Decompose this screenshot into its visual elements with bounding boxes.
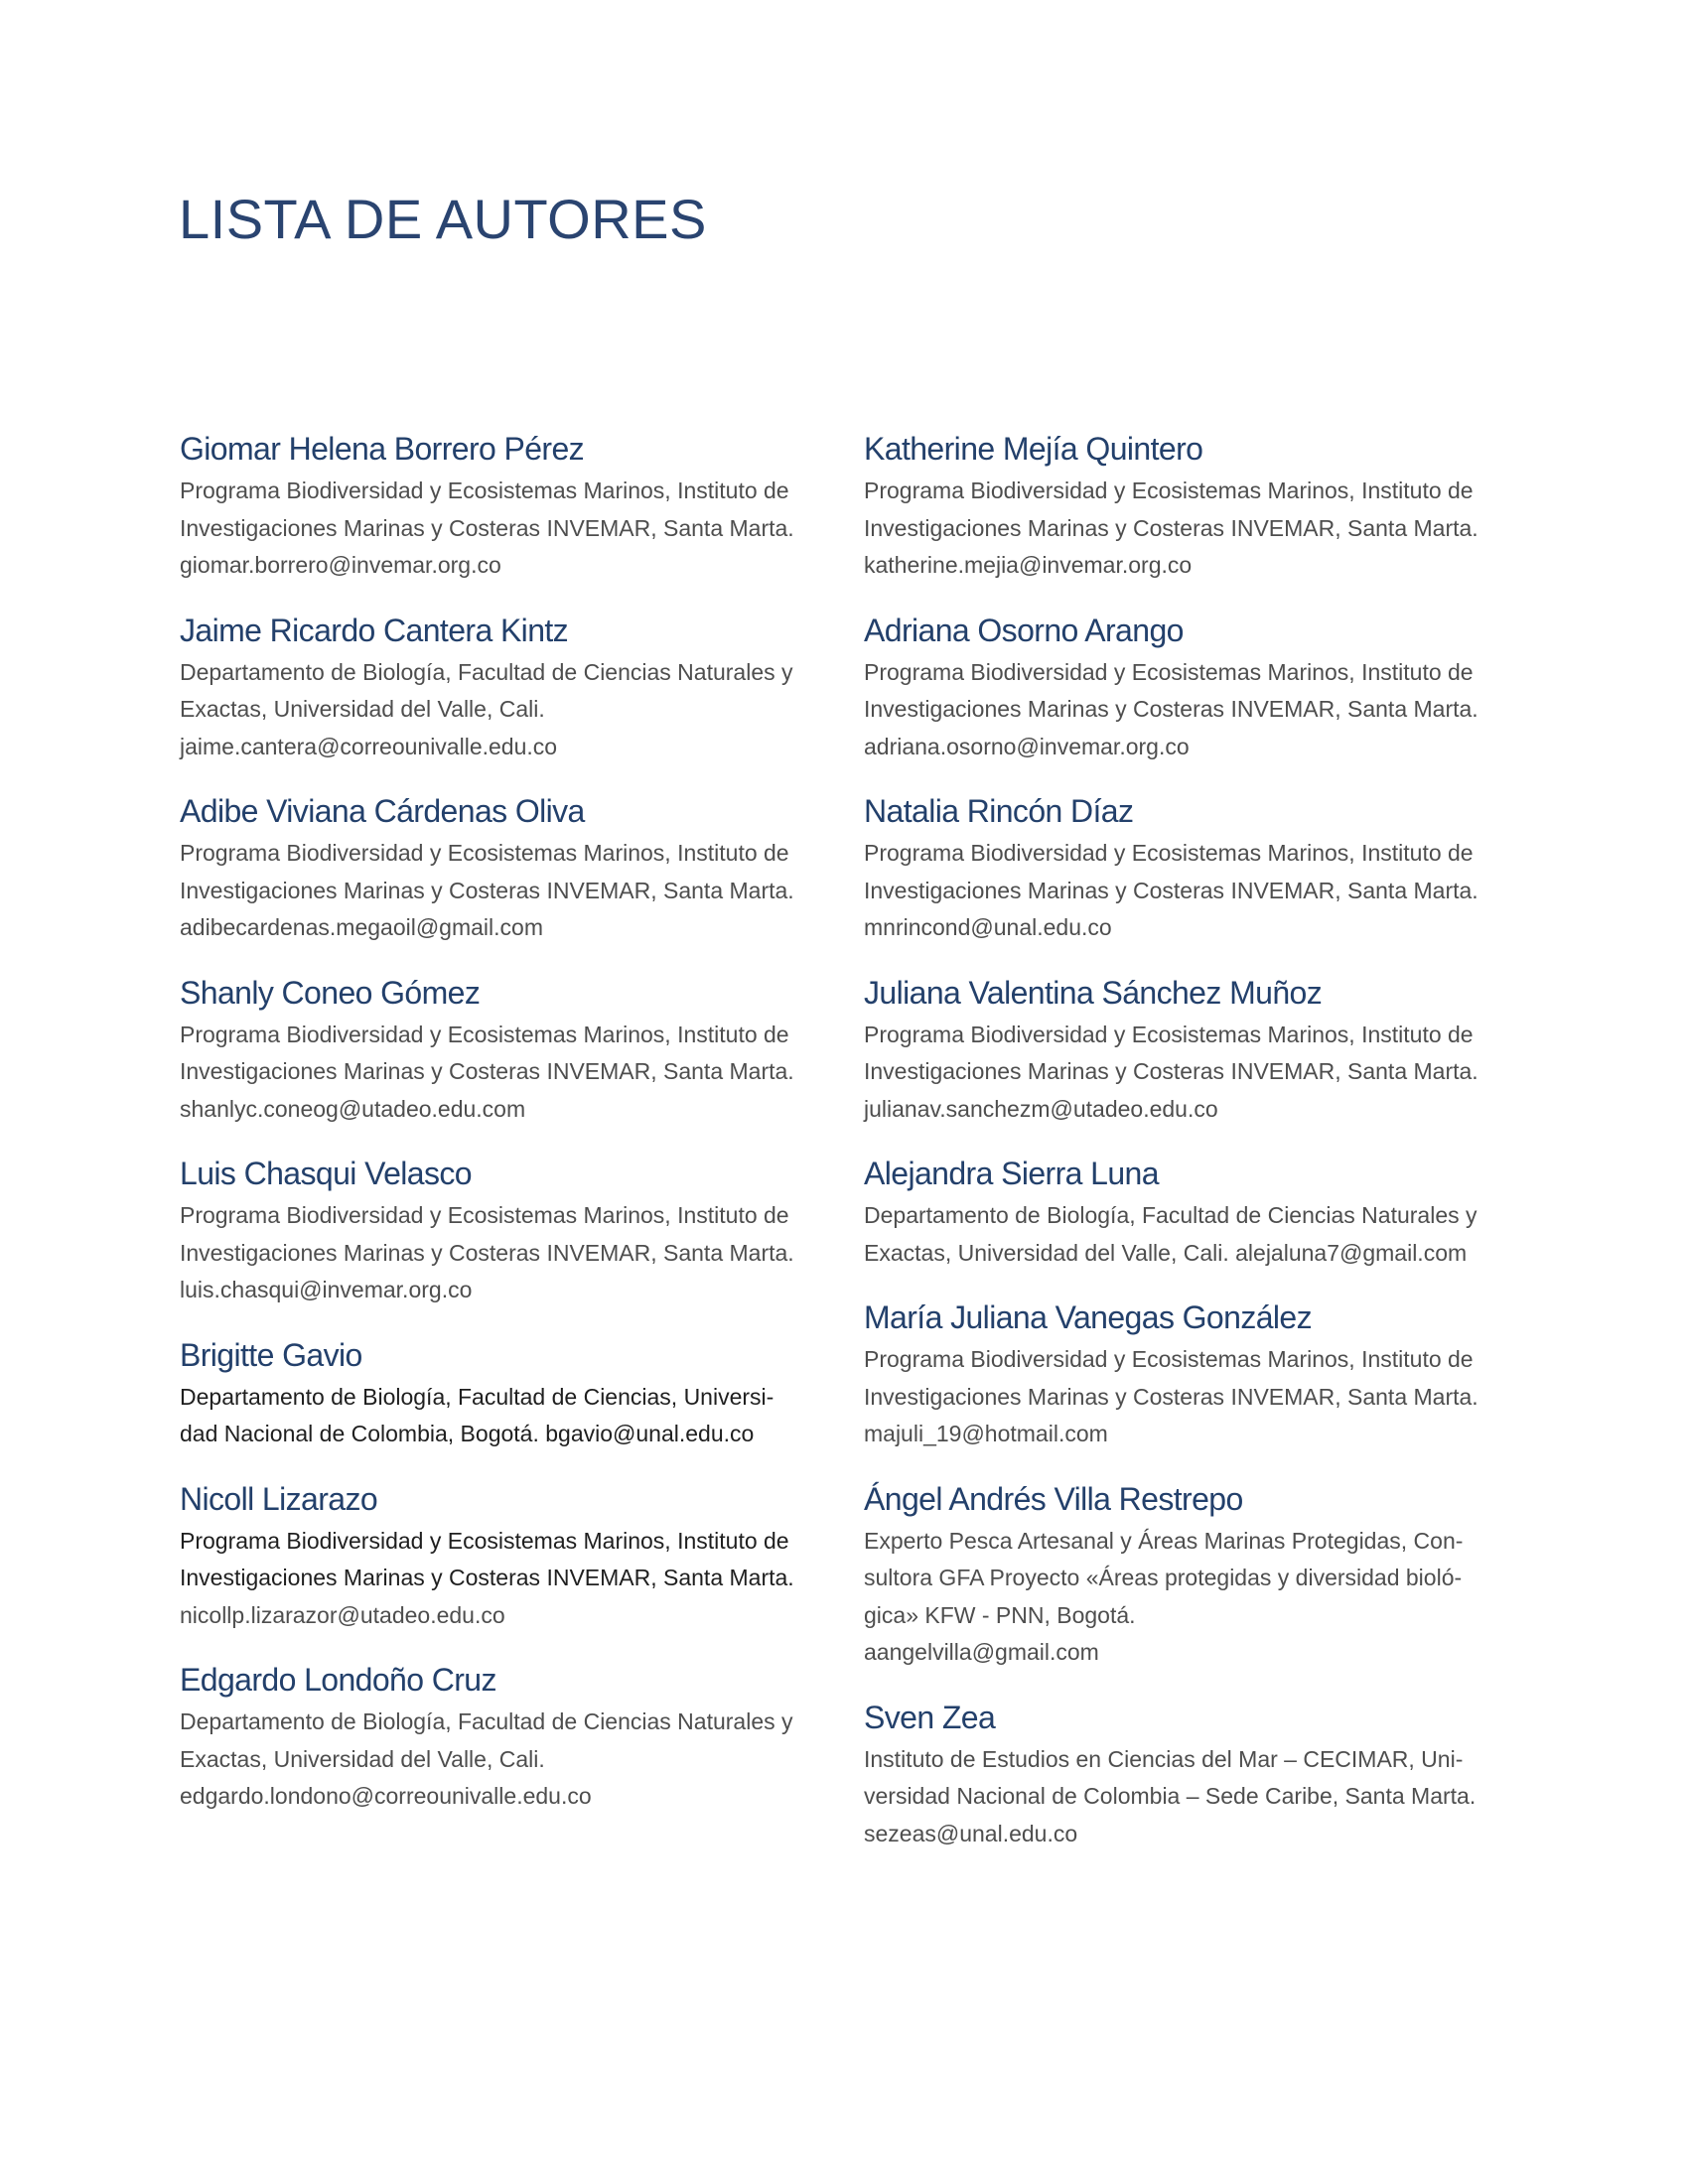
author-entry	[864, 973, 1509, 1129]
author-affiliation: Programa Biodiversidad y Ecosistemas Marinos, Instituto de Investigaciones Marinas y Costeras INVEMAR, Santa Marta. majuli_19@hotmail.com	[864, 1341, 1509, 1453]
author-name: Katherine Mejía Quintero	[864, 431, 1203, 467]
author-affiliation: Programa Biodiversidad y Ecosistemas Marinos, Instituto de Investigaciones Marinas y Costeras INVEMAR, Santa Marta. nicollp.lizarazor@utadeo.edu.co	[180, 1523, 825, 1635]
author-entry	[180, 1479, 825, 1635]
author-name: Juliana Valentina Sánchez Muñoz	[864, 974, 1323, 1011]
author-affiliation: Programa Biodiversidad y Ecosistemas Marinos, Instituto de Investigaciones Marinas y Costeras INVEMAR, Santa Marta. adriana.osorno@invemar.org.co	[864, 654, 1509, 766]
author-affiliation: Programa Biodiversidad y Ecosistemas Marinos, Instituto de Investigaciones Marinas y Costeras INVEMAR, Santa Marta. mnrincond@unal.edu.co	[864, 835, 1509, 947]
author-entry	[864, 791, 1509, 947]
author-name: Edgardo Londoño Cruz	[180, 1662, 496, 1698]
author-affiliation: Programa Biodiversidad y Ecosistemas Marinos, Instituto de Investigaciones Marinas y Costeras INVEMAR, Santa Marta. julianav.sanchezm@utadeo.edu.co	[864, 1017, 1509, 1129]
author-affiliation: Departamento de Biología, Facultad de Ciencias Naturales y Exactas, Universidad del Valle, Cali. alejaluna7@gmail.com	[864, 1202, 1477, 1266]
author-email: adibecardenas.megaoil@gmail.com	[180, 914, 543, 940]
author-name: Shanly Coneo Gómez	[180, 974, 481, 1011]
author-affiliation: Departamento de Biología, Facultad de Ciencias, Universi- dad Nacional de Colombia, Bogotá. bgavio@unal.edu.co	[180, 1383, 774, 1446]
author-name: Sven Zea	[864, 1699, 996, 1735]
author-name: Natalia Rincón Díaz	[864, 793, 1134, 829]
author-email: adriana.osorno@invemar.org.co	[864, 733, 1190, 759]
author-affiliation: Programa Biodiversidad y Ecosistemas Marinos, Instituto de Investigaciones Marinas y Costeras INVEMAR, Santa Marta. luis.chasqui@invemar.org.co	[180, 1197, 825, 1309]
author-entry	[180, 611, 825, 766]
author-name: María Juliana Vanegas González	[864, 1299, 1313, 1335]
author-entry	[180, 429, 825, 585]
author-email: luis.chasqui@invemar.org.co	[180, 1277, 473, 1302]
author-affiliation: Experto Pesca Artesanal y Áreas Marinas Protegidas, Con- sultora GFA Proyecto «Áreas protegidas y diversidad bioló- gica» KFW - PNN, Bogotá. aangelvilla@gmail.com	[864, 1523, 1509, 1672]
author-column-left	[180, 429, 825, 1816]
author-name: Jaime Ricardo Cantera Kintz	[180, 612, 569, 648]
author-name: Ángel Andrés Villa Restrepo	[864, 1480, 1243, 1517]
author-email: mnrincond@unal.edu.co	[864, 914, 1112, 940]
author-entry	[180, 1660, 825, 1816]
author-entry	[864, 1698, 1509, 1853]
author-affiliation: Programa Biodiversidad y Ecosistemas Marinos, Instituto de Investigaciones Marinas y Costeras INVEMAR, Santa Marta. shanlyc.coneog@utadeo.edu.com	[180, 1017, 825, 1129]
author-entry	[180, 973, 825, 1129]
author-name: Adriana Osorno Arango	[864, 612, 1184, 648]
author-name: Brigitte Gavio	[180, 1336, 362, 1373]
author-entry	[864, 1154, 1509, 1272]
author-column-right	[864, 429, 1509, 1852]
author-affiliation: Programa Biodiversidad y Ecosistemas Marinos, Instituto de Investigaciones Marinas y Costeras INVEMAR, Santa Marta. adibecardenas.megaoil@gmail.com	[180, 835, 825, 947]
author-entry	[864, 611, 1509, 766]
author-entry	[864, 1479, 1509, 1672]
page-title: LISTA DE AUTORES	[179, 188, 707, 250]
author-email: julianav.sanchezm@utadeo.edu.co	[864, 1095, 1218, 1122]
author-name: Giomar Helena Borrero Pérez	[180, 431, 585, 467]
author-name: Nicoll Lizarazo	[180, 1480, 378, 1517]
author-entry	[864, 429, 1509, 585]
author-name: Alejandra Sierra Luna	[864, 1156, 1159, 1191]
author-entry	[180, 791, 825, 947]
author-affiliation: Programa Biodiversidad y Ecosistemas Marinos, Instituto de Investigaciones Marinas y Costeras INVEMAR, Santa Marta. giomar.borrero@invemar.org.co	[180, 473, 825, 585]
author-entry	[180, 1154, 825, 1309]
author-affiliation: Departamento de Biología, Facultad de Ciencias Naturales y Exactas, Universidad del Valle, Cali. edgardo.londono@correounivalle.edu.co	[180, 1704, 825, 1816]
author-email: majuli_19@hotmail.com	[864, 1421, 1108, 1446]
author-entry	[864, 1297, 1509, 1453]
author-email: edgardo.londono@correounivalle.edu.co	[180, 1783, 592, 1809]
author-email: aangelvilla@gmail.com	[864, 1639, 1099, 1665]
author-email: nicollp.lizarazor@utadeo.edu.co	[180, 1601, 505, 1628]
author-name: Adibe Viviana Cárdenas Oliva	[180, 793, 585, 829]
author-entry	[180, 1335, 825, 1453]
author-name: Luis Chasqui Velasco	[180, 1156, 472, 1191]
author-email: shanlyc.coneog@utadeo.edu.com	[180, 1095, 526, 1122]
author-email: katherine.mejia@invemar.org.co	[864, 552, 1193, 578]
author-email: jaime.cantera@correounivalle.edu.co	[180, 733, 558, 759]
author-affiliation: Departamento de Biología, Facultad de Ciencias Naturales y Exactas, Universidad del Valle, Cali. jaime.cantera@correounivalle.edu.co	[180, 654, 825, 766]
author-email: giomar.borrero@invemar.org.co	[180, 552, 501, 578]
author-email: sezeas@unal.edu.co	[864, 1820, 1078, 1846]
author-affiliation: Programa Biodiversidad y Ecosistemas Marinos, Instituto de Investigaciones Marinas y Costeras INVEMAR, Santa Marta. katherine.mejia@invemar.org.co	[864, 473, 1509, 585]
author-affiliation: Instituto de Estudios en Ciencias del Mar – CECIMAR, Uni- versidad Nacional de Colombia – Sede Caribe, Santa Marta. sezeas@unal.edu.co	[864, 1741, 1509, 1853]
